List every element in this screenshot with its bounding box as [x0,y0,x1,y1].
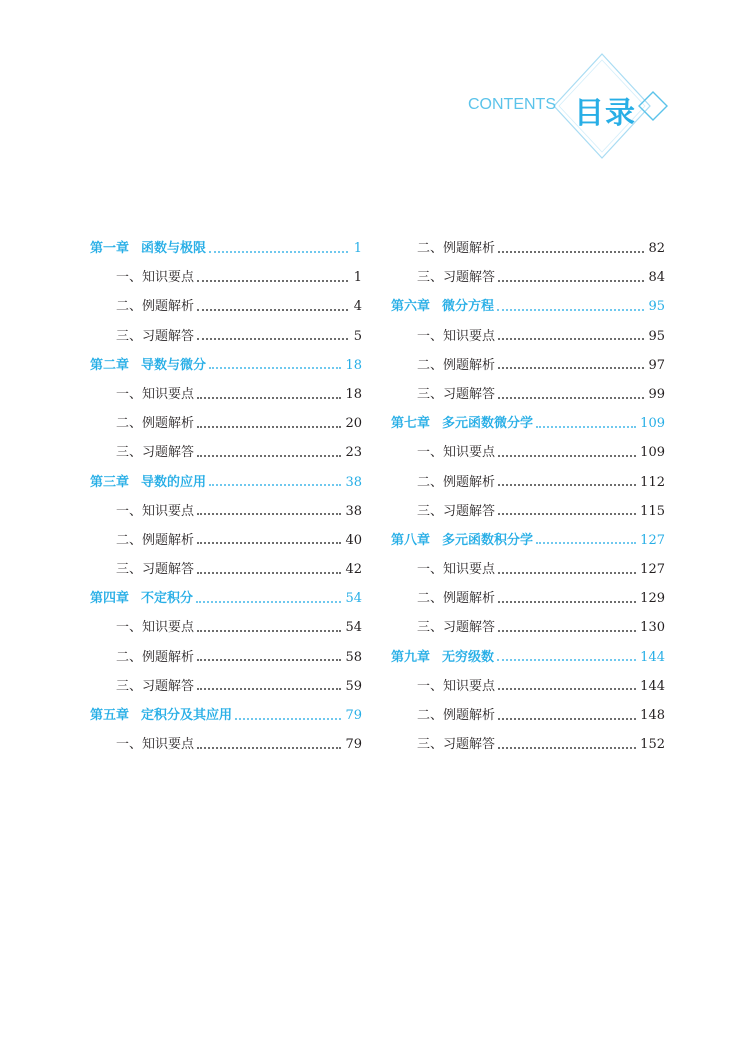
page-title: 目录 [574,96,636,131]
dot-leader [536,542,636,544]
toc-entry-label [391,497,495,526]
dot-leader [498,251,644,253]
toc-entry-label [391,730,495,759]
dot-leader [197,572,341,574]
toc-section-entry[interactable] [391,380,665,409]
section-title: 三、习题解答 [116,445,195,461]
dot-leader [197,426,341,428]
section-title: 二、例题解析 [116,416,195,432]
toc-entry-label [90,643,194,672]
chapter-number: 第七章 [391,416,431,432]
section-title: 一、知识要点 [417,562,496,578]
page-number: 54 [345,620,362,636]
section-title: 一、知识要点 [116,386,195,402]
toc-chapter-entry[interactable] [391,526,665,555]
section-title: 二、例题解析 [417,474,496,490]
dot-leader [197,338,348,340]
dot-leader [235,718,341,720]
toc-section-entry[interactable] [90,672,362,701]
toc-entry-label [391,526,533,555]
toc-entry-label [391,263,495,292]
toc-entry-label [391,643,494,672]
chapter-title: 多元函数微分学 [442,416,534,432]
page-number: 129 [640,591,665,607]
section-title: 一、知识要点 [417,445,496,461]
dot-leader [498,513,636,515]
section-title: 三、习题解答 [417,270,496,286]
toc-entry-label [391,380,495,409]
diamond-ornament [0,0,750,200]
toc-entry-label [90,701,232,730]
dot-leader [197,542,341,544]
page-number: 38 [345,474,362,490]
chapter-title: 导数与微分 [141,357,207,373]
page-number: 127 [640,562,665,578]
page-number: 1 [353,241,362,256]
section-title: 一、知识要点 [116,503,195,519]
dot-leader [536,426,636,428]
toc-entry-label [90,351,206,380]
section-title: 一、知识要点 [417,328,496,344]
toc-entry-label [90,322,194,351]
toc-entry-label [391,322,495,351]
page-number: 23 [345,445,362,461]
chapter-title: 多元函数积分学 [442,532,534,548]
toc-entry-label [391,613,495,642]
page-number: 144 [640,649,665,665]
dot-leader [197,747,341,749]
page-number: 20 [345,416,362,432]
toc-section-entry[interactable] [90,322,362,351]
chapter-number: 第六章 [391,299,431,315]
toc-section-entry[interactable] [391,555,665,584]
contents-label: CONTENTS [468,96,556,113]
dot-leader [209,484,341,486]
chapter-title: 函数与极限 [141,241,207,256]
page-number: 4 [353,299,362,315]
toc-column-left [90,234,362,759]
chapter-number: 第二章 [90,357,130,373]
page-number: 18 [345,386,362,402]
page-number: 95 [648,328,665,344]
toc-entry-label [90,380,194,409]
dot-leader [498,572,636,574]
page-number: 148 [640,708,665,723]
section-title: 一、知识要点 [116,737,195,753]
dot-leader [197,397,341,399]
dot-leader [197,513,341,515]
toc-entry-label [391,234,495,263]
dot-leader [498,630,636,632]
toc-section-entry[interactable] [391,351,665,380]
chapter-title: 导数的应用 [141,474,207,490]
page-number: 54 [345,591,362,607]
toc-chapter-entry[interactable] [90,701,362,730]
toc-section-entry[interactable] [90,497,362,526]
toc-section-entry[interactable] [90,555,362,584]
toc-section-entry[interactable] [391,672,665,701]
toc-entry-label [90,555,194,584]
dot-leader [498,747,636,749]
section-title: 二、例题解析 [417,241,496,256]
toc-entry-label [90,468,206,497]
page-number: 79 [345,737,362,753]
section-title: 三、习题解答 [116,562,195,578]
page-number: 95 [648,299,665,315]
dot-leader [498,280,644,282]
toc-chapter-entry[interactable] [391,409,665,438]
toc-section-entry[interactable] [391,701,665,730]
dot-leader [197,659,341,661]
toc-section-entry[interactable] [391,613,665,642]
page-number: 1 [353,270,362,286]
toc-entry-label [90,292,194,321]
toc-chapter-entry[interactable] [391,292,665,321]
dot-leader [498,338,644,340]
section-title: 三、习题解答 [417,737,496,753]
dot-leader [209,367,341,369]
section-title: 一、知识要点 [116,620,195,636]
section-title: 三、习题解答 [417,503,496,519]
toc-entry-label [391,701,495,730]
toc-section-entry[interactable] [90,380,362,409]
section-title: 二、例题解析 [116,649,195,665]
page-number: 40 [345,532,362,548]
dot-leader [197,309,348,311]
dot-leader [498,484,636,486]
section-title: 二、例题解析 [417,708,496,723]
toc-entry-label [90,526,194,555]
toc-entry-label [391,409,533,438]
toc-section-entry[interactable] [90,643,362,672]
chapter-number: 第四章 [90,591,130,607]
page-number: 109 [640,416,665,432]
toc-entry-label [90,497,194,526]
section-title: 三、习题解答 [116,328,195,344]
chapter-number: 第一章 [90,241,130,256]
toc-entry-label [90,613,194,642]
toc-chapter-entry[interactable] [90,234,362,263]
toc-entry-label [391,292,494,321]
section-title: 二、例题解析 [417,357,496,373]
page-number: 130 [640,620,665,636]
chapter-number: 第九章 [391,649,431,665]
section-title: 二、例题解析 [116,532,195,548]
page-number: 84 [648,270,665,286]
toc-section-entry[interactable] [90,409,362,438]
section-title: 三、习题解答 [417,620,496,636]
toc-entry-label [90,234,206,263]
dot-leader [197,280,348,282]
toc-section-entry[interactable] [391,438,665,467]
toc-section-entry[interactable] [391,234,665,263]
page-number: 79 [345,708,362,723]
page-number: 97 [648,357,665,373]
dot-leader [498,718,636,720]
section-title: 三、习题解答 [116,678,195,694]
toc-entry-label [391,468,495,497]
page-number: 152 [640,737,665,753]
page-number: 59 [345,678,362,694]
small-diamond-shape [639,92,667,120]
page-number: 127 [640,532,665,548]
toc-section-entry[interactable] [391,468,665,497]
section-title: 三、习题解答 [417,386,496,402]
page-number: 99 [648,386,665,402]
toc-section-entry[interactable] [90,730,362,759]
chapter-number: 第八章 [391,532,431,548]
section-title: 一、知识要点 [116,270,195,286]
toc-section-entry[interactable] [391,263,665,292]
toc-chapter-entry[interactable] [90,351,362,380]
toc-entry-label [90,409,194,438]
toc-entry-label [90,584,193,613]
toc-entry-label [391,672,495,701]
toc-entry-label [90,730,194,759]
section-title: 二、例题解析 [116,299,195,315]
toc-section-entry[interactable] [90,613,362,642]
page-number: 42 [345,562,362,578]
section-title: 二、例题解析 [417,591,496,607]
page-number: 82 [648,241,665,256]
dot-leader [497,659,636,661]
dot-leader [498,397,644,399]
toc-section-entry[interactable] [391,584,665,613]
page-number: 115 [640,503,665,519]
toc-section-entry[interactable] [90,263,362,292]
dot-leader [498,455,636,457]
toc-entry-label [90,438,194,467]
dot-leader [196,601,341,603]
chapter-title: 不定积分 [141,591,194,607]
chapter-number: 第三章 [90,474,130,490]
toc-chapter-entry[interactable] [90,584,362,613]
toc-section-entry[interactable] [90,438,362,467]
dot-leader [197,630,341,632]
dot-leader [209,251,348,253]
dot-leader [498,688,636,690]
toc-entry-label [391,584,495,613]
chapter-title: 无穷级数 [442,649,495,665]
page-number: 112 [640,474,665,490]
toc-entry-label [391,351,495,380]
page-number: 144 [640,678,665,694]
page-number: 58 [345,649,362,665]
toc-entry-label [90,672,194,701]
toc-entry-label [391,438,495,467]
toc-section-entry[interactable] [90,526,362,555]
page-number: 5 [353,328,362,344]
dot-leader [498,367,644,369]
chapter-number: 第五章 [90,708,130,723]
toc-section-entry[interactable] [90,292,362,321]
dot-leader [197,455,341,457]
page-number: 38 [345,503,362,519]
toc-section-entry[interactable] [391,497,665,526]
toc-chapter-entry[interactable] [391,643,665,672]
dot-leader [197,688,341,690]
toc-column-right [391,234,665,759]
toc-chapter-entry[interactable] [90,468,362,497]
toc-entry-label [391,555,495,584]
toc-header [0,0,750,200]
toc-section-entry[interactable] [391,730,665,759]
chapter-title: 定积分及其应用 [141,708,233,723]
toc-section-entry[interactable] [391,322,665,351]
page-number: 18 [345,357,362,373]
dot-leader [497,309,644,311]
toc-entry-label [90,263,194,292]
section-title: 一、知识要点 [417,678,496,694]
page-number: 109 [640,445,665,461]
dot-leader [498,601,636,603]
chapter-title: 微分方程 [442,299,495,315]
